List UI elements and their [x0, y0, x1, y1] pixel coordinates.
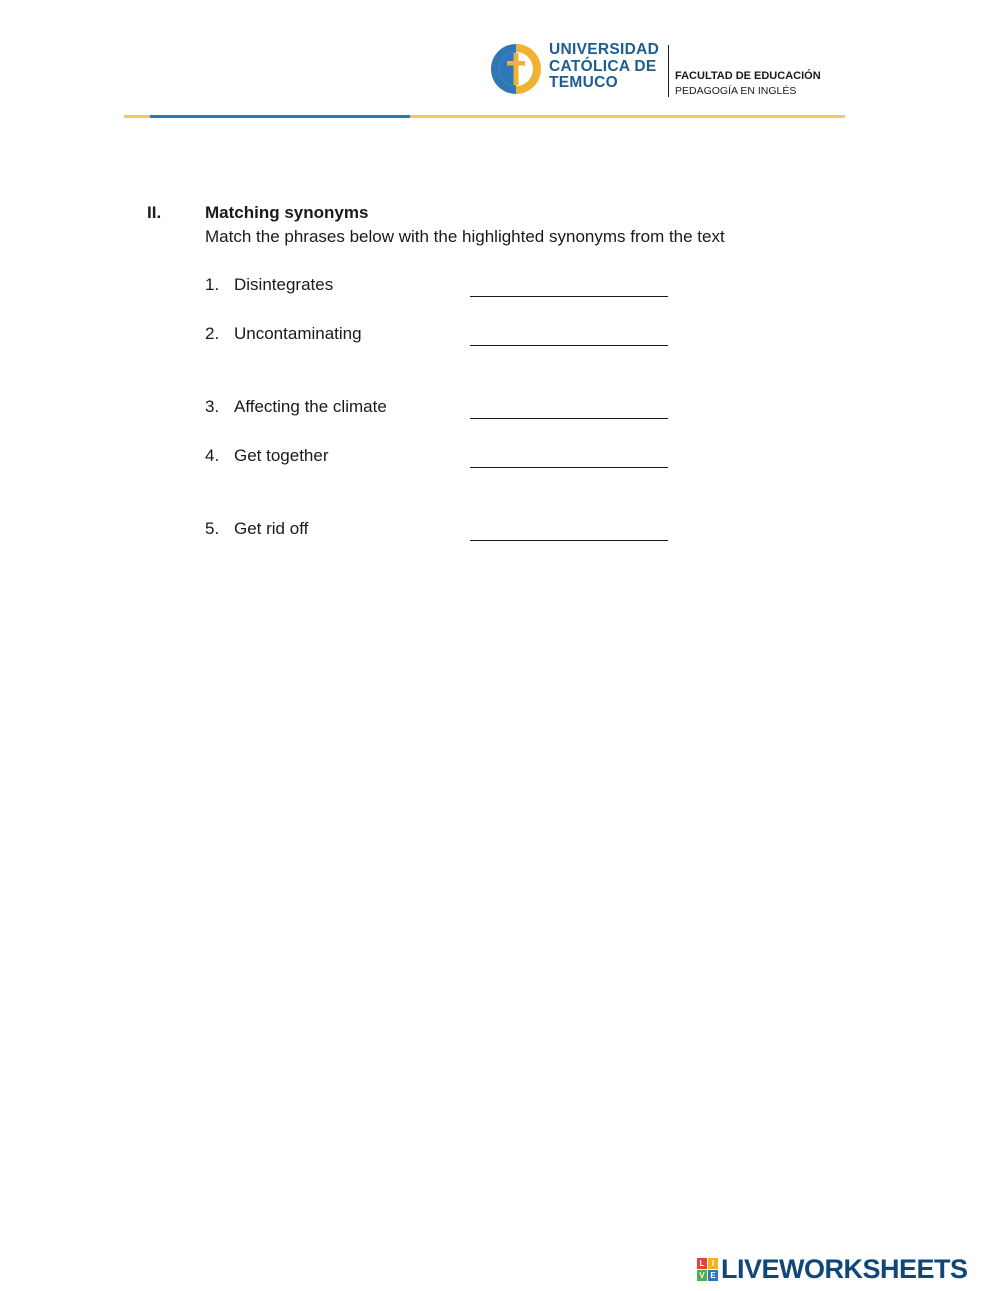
- item-label: Uncontaminating: [234, 324, 362, 343]
- answer-blank[interactable]: [470, 319, 668, 346]
- brand-name: LIVEWORKSHEETS: [721, 1253, 968, 1284]
- section-instruction: Match the phrases below with the highlighted synonyms from the text: [205, 227, 725, 246]
- liveworksheets-brand[interactable]: [697, 1253, 968, 1285]
- program-name: PEDAGOGÍA EN INGLÉS: [675, 85, 797, 97]
- university-line: UNIVERSIDAD: [549, 41, 660, 58]
- university-line: TEMUCO: [549, 74, 618, 91]
- brand-tile: I: [708, 1258, 718, 1269]
- item-number: 1.: [205, 275, 220, 294]
- answer-blank[interactable]: [470, 392, 668, 419]
- section-title: Matching synonyms: [205, 203, 369, 222]
- university-logo-icon: [489, 41, 543, 97]
- answer-blank[interactable]: [470, 270, 668, 297]
- university-name: [549, 42, 659, 92]
- answer-blank[interactable]: [470, 441, 668, 468]
- item-number: 4.: [205, 446, 220, 465]
- header-rule-accent: [150, 115, 410, 118]
- answer-blank[interactable]: [470, 514, 668, 541]
- brand-tile: L: [697, 1258, 707, 1269]
- item-label: Disintegrates: [234, 275, 334, 294]
- brand-tile: V: [697, 1270, 707, 1281]
- brand-tile: E: [708, 1270, 718, 1281]
- brand-tiles-icon: [697, 1258, 718, 1281]
- university-line: CATÓLICA DE: [549, 57, 657, 75]
- faculty-block: [675, 69, 821, 99]
- faculty-name: FACULTAD DE EDUCACIÓN: [675, 70, 821, 82]
- section-number: II.: [147, 203, 162, 222]
- item-number: 3.: [205, 397, 220, 416]
- item-label: Get rid off: [234, 519, 309, 538]
- item-number: 2.: [205, 324, 220, 343]
- item-label: Get together: [234, 446, 329, 465]
- item-number: 5.: [205, 519, 220, 538]
- item-label: Affecting the climate: [234, 397, 387, 416]
- logo-divider: [668, 45, 669, 97]
